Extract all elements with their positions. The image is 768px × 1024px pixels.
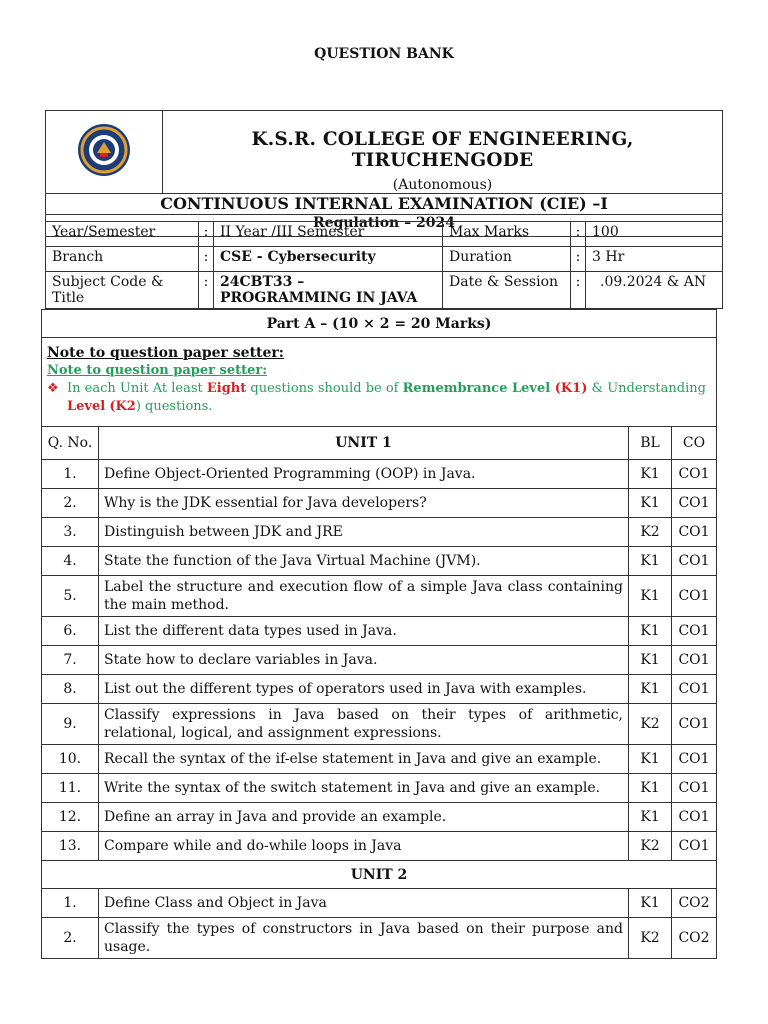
question-text: Write the syntax of the switch statement in Java and give an example. — [99, 774, 629, 803]
question-number: 11. — [42, 774, 99, 803]
co-header: CO — [672, 427, 717, 460]
year-value: II Year /III Semester — [214, 222, 443, 247]
question-text: Recall the syntax of the if-else statement in Java and give an example. — [99, 745, 629, 774]
question-text: Distinguish between JDK and JRE — [99, 518, 629, 547]
question-number: 2. — [42, 489, 99, 518]
course-outcome: CO1 — [672, 547, 717, 576]
bloom-level: K2 — [629, 704, 672, 745]
part-a-heading: Part A – (10 × 2 = 20 Marks) — [42, 310, 717, 338]
year-label: Year/Semester — [46, 222, 199, 247]
question-number: 1. — [42, 889, 99, 918]
note-text: ) questions. — [135, 399, 213, 414]
bloom-level: K2 — [629, 832, 672, 861]
question-text: Label the structure and execution flow of a simple Java class containing the main method. — [99, 576, 629, 617]
course-outcome: CO1 — [672, 460, 717, 489]
bloom-level: K2 — [629, 518, 672, 547]
unit2-heading: UNIT 2 — [42, 861, 717, 889]
course-outcome: CO1 — [672, 832, 717, 861]
note-level: Level — [67, 399, 106, 414]
question-text: Classify expressions in Java based on their types of arithmetic, relational, logical, and assignment expressions. — [99, 704, 629, 745]
note-remembrance: Remembrance Level — [402, 381, 551, 396]
table-row — [42, 918, 717, 959]
course-outcome: CO1 — [672, 646, 717, 675]
table-row — [42, 774, 717, 803]
colon: : — [571, 222, 586, 247]
bloom-level: K1 — [629, 489, 672, 518]
table-row — [42, 547, 717, 576]
table-row — [42, 489, 717, 518]
course-outcome: CO2 — [672, 889, 717, 918]
table-row — [42, 704, 717, 745]
exam-title: CONTINUOUS INTERNAL EXAMINATION (CIE) –I — [46, 194, 723, 215]
table-row — [42, 803, 717, 832]
bloom-level: K1 — [629, 460, 672, 489]
question-text: List out the different types of operators used in Java with examples. — [99, 675, 629, 704]
course-outcome: CO1 — [672, 617, 717, 646]
question-number: 4. — [42, 547, 99, 576]
colon: : — [199, 222, 214, 247]
question-number: 10. — [42, 745, 99, 774]
subject-value: 24CBT33 – PROGRAMMING IN JAVA — [214, 272, 443, 309]
bloom-level: K1 — [629, 774, 672, 803]
bloom-level: K1 — [629, 675, 672, 704]
bloom-level: K1 — [629, 617, 672, 646]
colon: : — [571, 272, 586, 309]
bloom-level: K1 — [629, 889, 672, 918]
question-number: 6. — [42, 617, 99, 646]
question-number: 9. — [42, 704, 99, 745]
question-number: 7. — [42, 646, 99, 675]
note-eight: Eight — [206, 381, 247, 396]
max-marks-label: Max Marks — [443, 222, 571, 247]
unit2-rows — [42, 889, 717, 959]
college-header — [45, 110, 723, 237]
question-text: State how to declare variables in Java. — [99, 646, 629, 675]
question-number: 5. — [42, 576, 99, 617]
note-title: Note to question paper setter: — [47, 345, 284, 361]
note-k1: (K1) — [550, 381, 588, 396]
exam-info-table — [45, 221, 723, 309]
colon: : — [571, 247, 586, 272]
question-number: 8. — [42, 675, 99, 704]
course-outcome: CO1 — [672, 675, 717, 704]
question-number: 2. — [42, 918, 99, 959]
colon: : — [199, 247, 214, 272]
branch-value: CSE - Cybersecurity — [214, 247, 443, 272]
question-number: 13. — [42, 832, 99, 861]
question-text: Define an array in Java and provide an example. — [99, 803, 629, 832]
college-seal-icon — [71, 122, 137, 178]
note-text: questions should be of — [246, 381, 403, 396]
bloom-level: K1 — [629, 646, 672, 675]
duration-label: Duration — [443, 247, 571, 272]
bloom-level: K1 — [629, 745, 672, 774]
note-subtitle: Note to question paper setter: — [47, 363, 268, 378]
course-outcome: CO2 — [672, 918, 717, 959]
course-outcome: CO1 — [672, 745, 717, 774]
course-outcome: CO1 — [672, 803, 717, 832]
document-title: QUESTION BANK — [314, 46, 454, 62]
table-row — [42, 460, 717, 489]
bloom-level: K1 — [629, 547, 672, 576]
qno-header: Q. No. — [42, 427, 99, 460]
course-outcome: CO1 — [672, 774, 717, 803]
question-number: 1. — [42, 460, 99, 489]
question-text: Classify the types of constructors in Java based on their purpose and usage. — [99, 918, 629, 959]
subject-label: Subject Code & Title — [46, 272, 199, 309]
table-row — [42, 518, 717, 547]
question-text: Why is the JDK essential for Java developers? — [99, 489, 629, 518]
date-value: .09.2024 & AN — [586, 272, 723, 309]
table-row — [42, 889, 717, 918]
unit1-header: UNIT 1 — [99, 427, 629, 460]
question-text: Define Object-Oriented Programming (OOP) in Java. — [99, 460, 629, 489]
course-outcome: CO1 — [672, 576, 717, 617]
question-text: State the function of the Java Virtual Machine (JVM). — [99, 547, 629, 576]
table-row — [42, 745, 717, 774]
bloom-level: K2 — [629, 918, 672, 959]
max-marks-value: 100 — [586, 222, 723, 247]
college-title-cell — [163, 111, 723, 194]
diamond-bullet-icon: ❖ — [47, 381, 59, 396]
regulation: Regulation – 2024 — [46, 215, 723, 237]
question-number: 3. — [42, 518, 99, 547]
date-label: Date & Session — [443, 272, 571, 309]
branch-label: Branch — [46, 247, 199, 272]
unit1-rows — [42, 460, 717, 861]
bloom-level: K1 — [629, 803, 672, 832]
question-table — [41, 309, 717, 959]
bl-header: BL — [629, 427, 672, 460]
question-text: List the different data types used in Java. — [99, 617, 629, 646]
note-text: In each Unit At least — [67, 381, 207, 396]
note-k2: (K2 — [109, 399, 136, 414]
course-outcome: CO1 — [672, 489, 717, 518]
question-text: Define Class and Object in Java — [99, 889, 629, 918]
note-instruction — [47, 380, 711, 416]
colon: : — [199, 272, 214, 309]
table-row — [42, 576, 717, 617]
table-row — [42, 675, 717, 704]
bloom-level: K1 — [629, 576, 672, 617]
course-outcome: CO1 — [672, 518, 717, 547]
course-outcome: CO1 — [672, 704, 717, 745]
question-text: Compare while and do-while loops in Java — [99, 832, 629, 861]
table-row — [42, 617, 717, 646]
table-row — [42, 646, 717, 675]
duration-value: 3 Hr — [586, 247, 723, 272]
college-name: K.S.R. COLLEGE OF ENGINEERING, TIRUCHENGODE — [251, 129, 634, 171]
college-logo — [46, 111, 163, 194]
question-number: 12. — [42, 803, 99, 832]
note-text: & Understanding — [587, 381, 706, 396]
table-row — [42, 832, 717, 861]
setter-note — [42, 338, 717, 427]
table-header-row — [42, 427, 717, 460]
autonomous-label: (Autonomous) — [392, 177, 493, 193]
